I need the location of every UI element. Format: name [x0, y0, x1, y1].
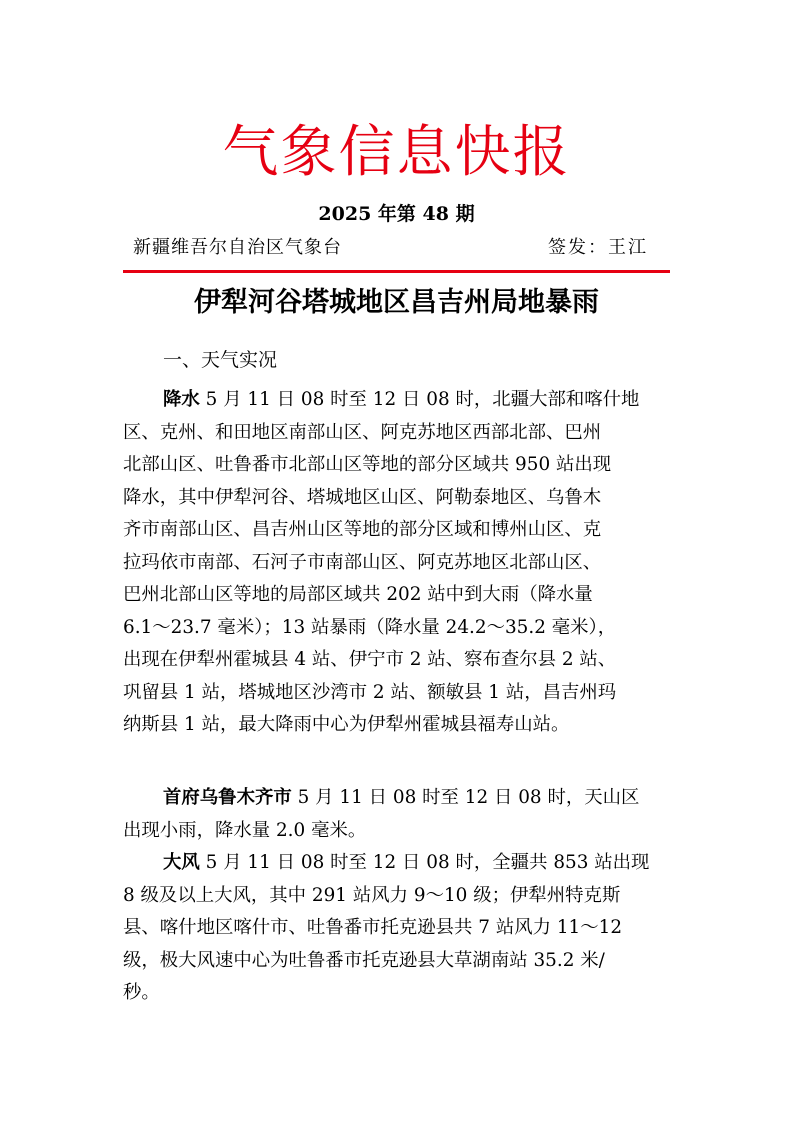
headline: 伊犁河谷塔城地区昌吉州局地暴雨 [194, 287, 599, 318]
paragraph-lead: 大风 [163, 852, 200, 873]
paragraph-line: 出现小雨，降水量 2.0 毫米。 [123, 819, 367, 841]
issue-number: 2025 年第 48 期 [318, 203, 475, 225]
paragraph-line: 降水，其中伊犁河谷、塔城地区山区、阿勒泰地区、乌鲁木 [123, 486, 602, 508]
paragraph-line: 北部山区、吐鲁番市北部山区等地的部分区域共 950 站出现 [123, 454, 612, 475]
section-title: 一、天气实况 [163, 349, 278, 371]
paragraph-line [123, 847, 671, 880]
signer: 签发：王江 [548, 237, 648, 258]
paragraph-line: 巴州北部山区等地的局部区域共 202 站中到大雨（降水量 [123, 584, 593, 605]
paragraph-line: 齐市南部山区、昌吉州山区等地的部分区域和博州山区、克 [123, 519, 602, 540]
paragraph-precipitation [123, 384, 671, 742]
masthead-title: 气象信息快报 [222, 120, 571, 185]
issuing-office: 新疆维吾尔自治区气象台 [133, 237, 342, 258]
paragraph-line: 巩留县 1 站，塔城地区沙湾市 2 站、额敏县 1 站，昌吉州玛 [123, 681, 617, 703]
paragraph-line: 6.1～23.7 毫米）；13 站暴雨（降水量 24.2～35.2 毫米）， [123, 616, 617, 638]
paragraph-line: 级，极大风速中心为吐鲁番市托克逊县大草湖南站 35.2 米/ [123, 949, 605, 971]
paragraph-line [123, 384, 671, 417]
paragraph-line: 区、克州、和田地区南部山区、阿克苏地区西部北部、巴州 [123, 421, 602, 443]
paragraph-line: 拉玛依市南部、石河子市南部山区、阿克苏地区北部山区、 [123, 551, 602, 573]
red-divider [123, 270, 670, 273]
paragraph-line: 出现在伊犁州霍城县 4 站、伊宁市 2 站、察布查尔县 2 站、 [123, 649, 617, 670]
paragraph-lead: 首府乌鲁木齐市 [163, 787, 292, 808]
paragraph-line: 县、喀什地区喀什市、吐鲁番市托克逊县共 7 站风力 11～12 [123, 917, 623, 938]
paragraph-line: 8 级及以上大风，其中 291 站风力 9～10 级；伊犁州特克斯 [123, 884, 621, 906]
paragraph-wind [123, 847, 671, 1010]
paragraph-line [123, 782, 671, 815]
paragraph-urumqi [123, 782, 671, 847]
paragraph-line: 纳斯县 1 站，最大降雨中心为伊犁州霍城县福寿山站。 [123, 714, 570, 735]
paragraph-lead: 降水 [163, 389, 200, 410]
line-text: 5 月 11 日 08 时至 12 日 08 时，全疆共 853 站出现 [199, 852, 650, 873]
line-text: 5 月 11 日 08 时至 12 日 08 时，天山区 [291, 787, 640, 808]
line-text: 5 月 11 日 08 时至 12 日 08 时，北疆大部和喀什地 [199, 389, 640, 410]
paragraph-line: 秒。 [123, 982, 160, 1003]
